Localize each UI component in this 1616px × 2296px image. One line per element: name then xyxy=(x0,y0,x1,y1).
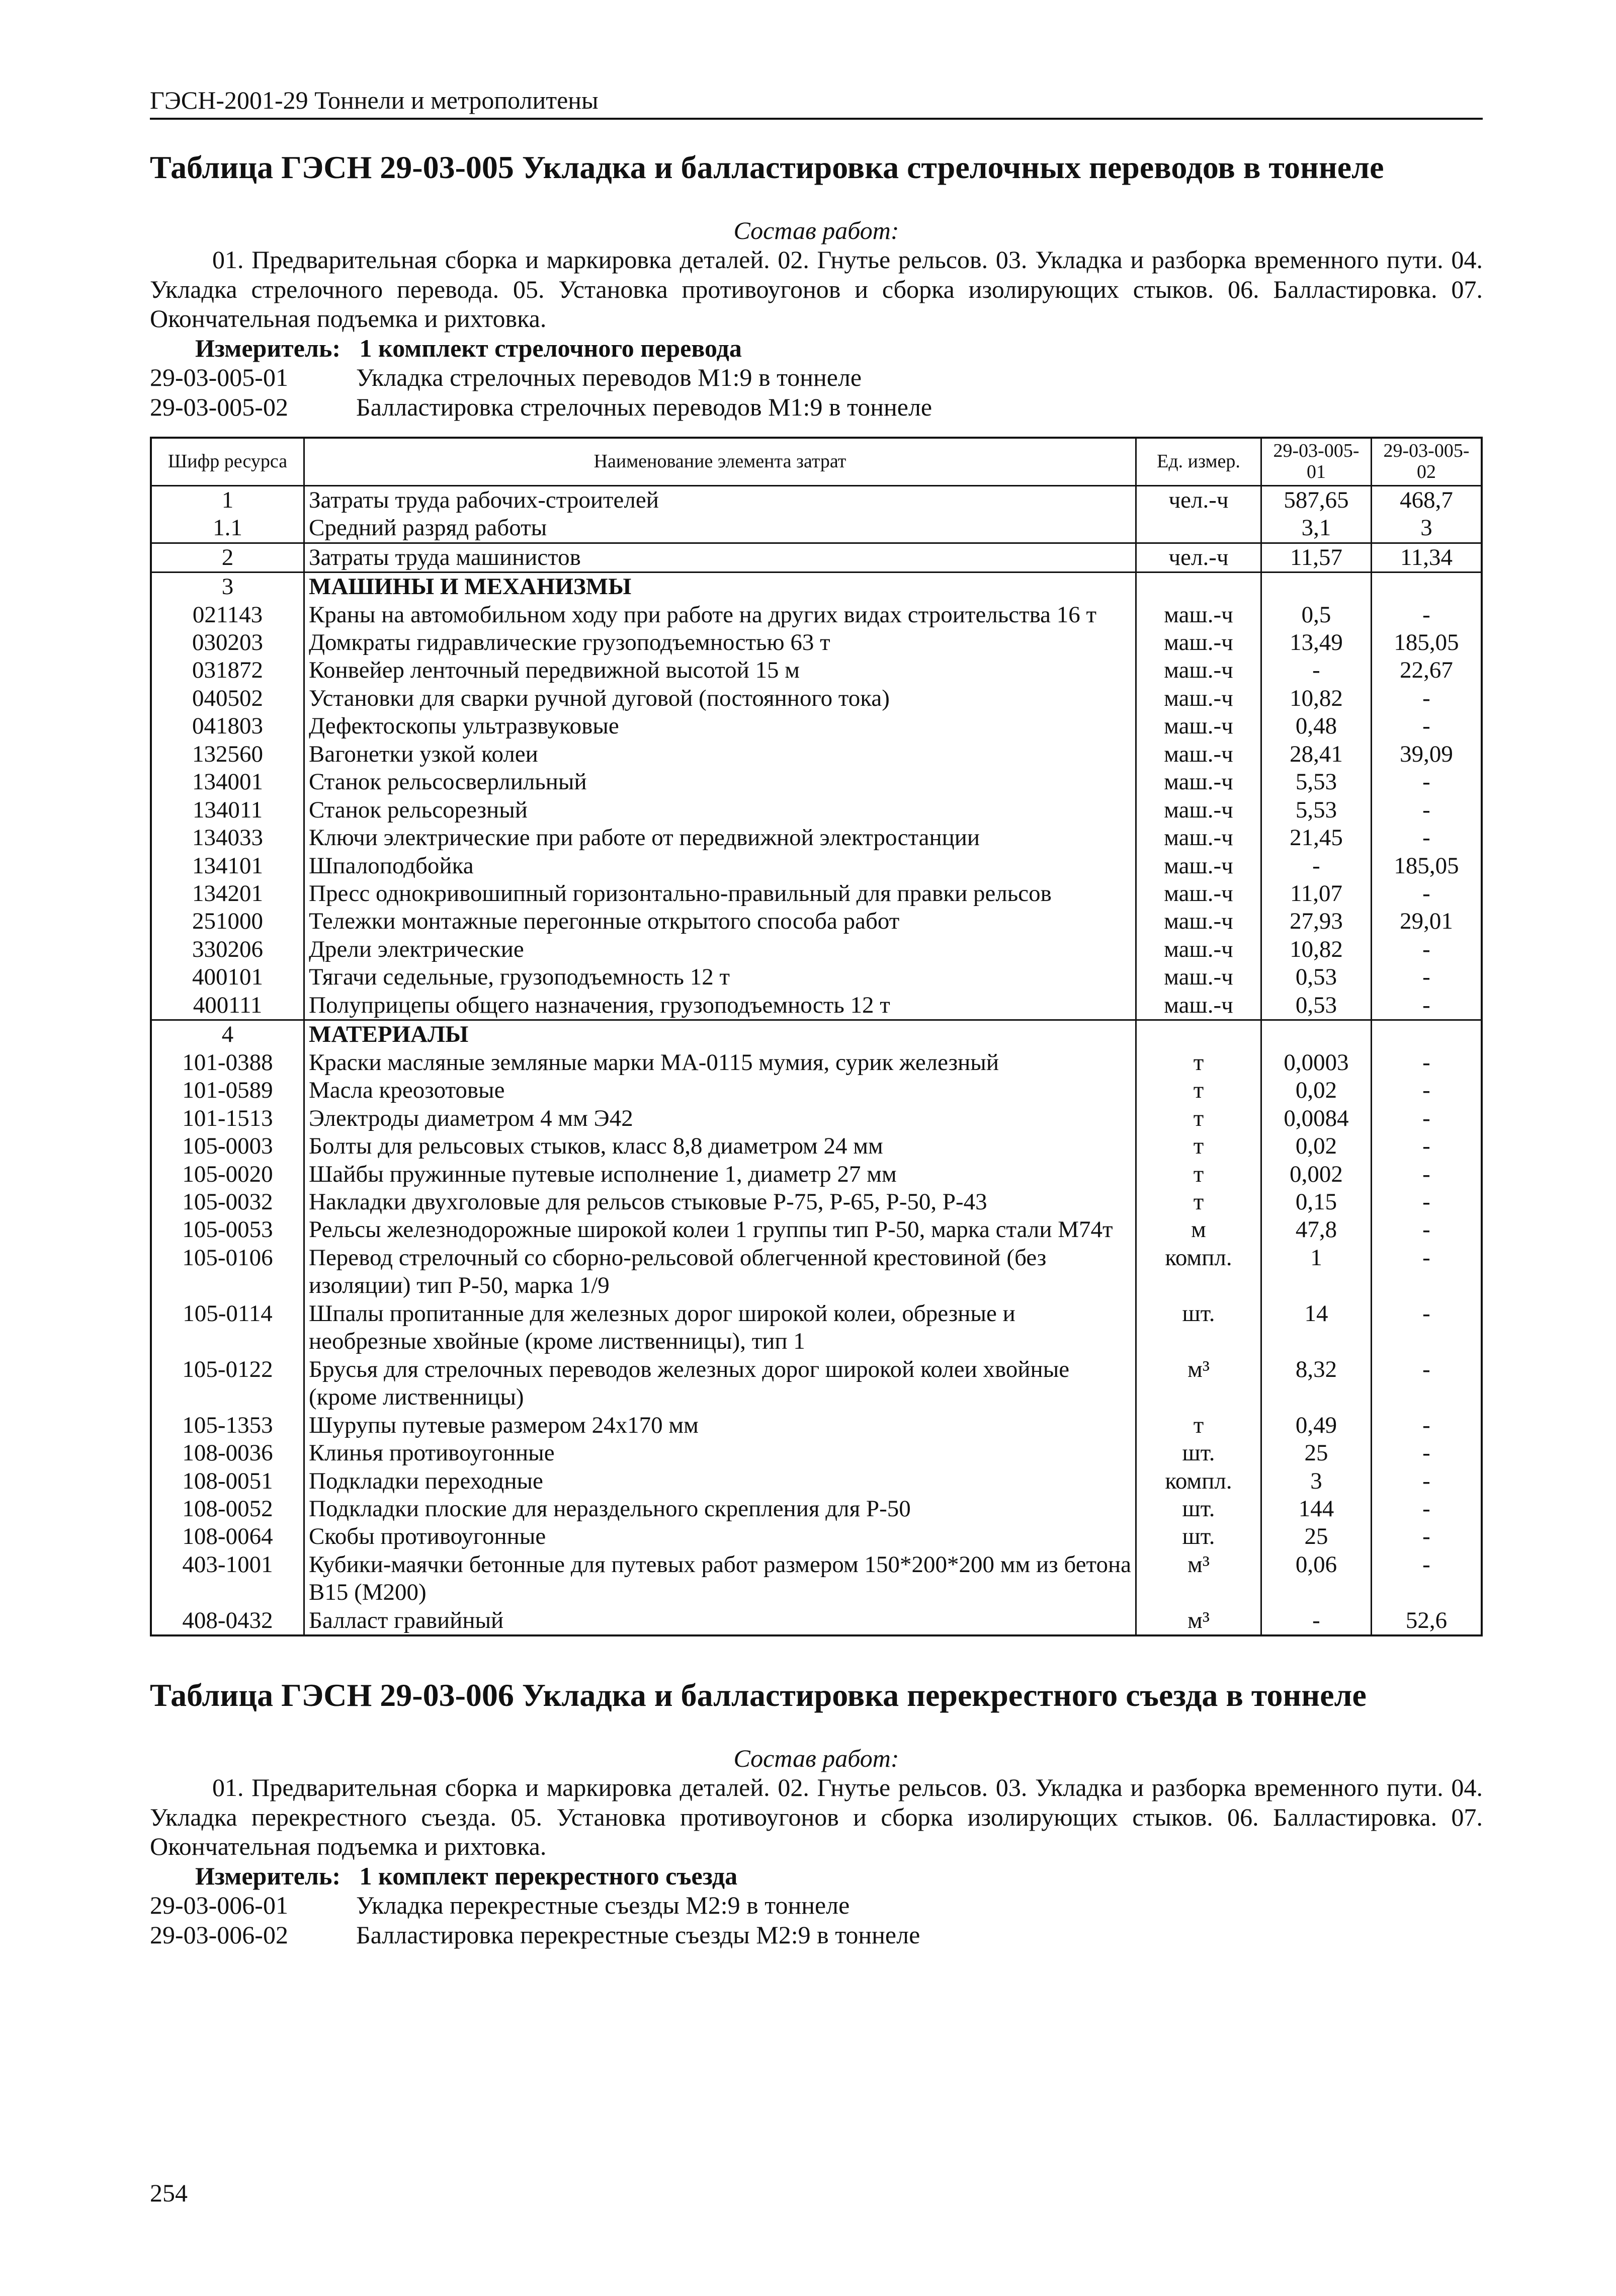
cell-name: Клинья противоугонные xyxy=(304,1439,1136,1467)
cell-v1: 11,07 xyxy=(1261,880,1372,908)
cell-name: Накладки двухголовые для рельсов стыковые Р-75, Р-65, Р-50, Р-43 xyxy=(304,1188,1136,1216)
cell-unit: маш.-ч xyxy=(1136,741,1261,768)
cell-name: Пресс однокривошипный горизонтально-правильный для правки рельсов xyxy=(304,880,1136,908)
cell-v2: - xyxy=(1372,1244,1482,1300)
cell-code: 105-1353 xyxy=(151,1412,304,1439)
cell-v2: - xyxy=(1372,1188,1482,1216)
resource-table xyxy=(150,437,1483,1636)
code-line xyxy=(150,1891,1483,1920)
cell-unit: маш.-ч xyxy=(1136,963,1261,991)
code-line xyxy=(150,1920,1483,1950)
cell-name: Станок рельсорезный xyxy=(304,796,1136,824)
table-header-row xyxy=(151,438,1482,485)
cell-code: 105-0122 xyxy=(151,1356,304,1412)
cell-unit: шт. xyxy=(1136,1300,1261,1356)
table-row xyxy=(151,601,1482,629)
cell-name: Подкладки плоские для нераздельного скрепления для Р-50 xyxy=(304,1495,1136,1523)
cell-v1 xyxy=(1261,572,1372,601)
resource-table-body xyxy=(151,485,1482,1635)
table-row xyxy=(151,514,1482,543)
cell-name: Затраты труда рабочих-строителей xyxy=(304,485,1136,514)
cell-v2: - xyxy=(1372,601,1482,629)
col-unit-header: Ед. измер. xyxy=(1136,438,1261,485)
cell-v2: - xyxy=(1372,1216,1482,1244)
code-text: Укладка перекрестные съезды М2:9 в тоннеле xyxy=(356,1891,850,1920)
cell-unit xyxy=(1136,514,1261,543)
cell-code: 134101 xyxy=(151,852,304,880)
cell-unit: компл. xyxy=(1136,1244,1261,1300)
cell-v1: 14 xyxy=(1261,1300,1372,1356)
code-text: Балластировка перекрестные съезды М2:9 в тоннеле xyxy=(356,1920,920,1949)
section-row xyxy=(151,1020,1482,1049)
cell-v2: - xyxy=(1372,1105,1482,1132)
cell-name: Балласт гравийный xyxy=(304,1607,1136,1635)
cell-v1: 25 xyxy=(1261,1523,1372,1550)
table1-heading: Таблица ГЭСН 29-03-005 Укладка и балластировка стрелочных переводов в тоннеле xyxy=(150,149,1384,185)
code: 29-03-005-02 xyxy=(150,392,288,421)
cell-v1: 0,02 xyxy=(1261,1132,1372,1160)
code-line xyxy=(150,363,1483,392)
cell-code: 134011 xyxy=(151,796,304,824)
cell-name: Скобы противоугонные xyxy=(304,1523,1136,1550)
cell-v2: - xyxy=(1372,1467,1482,1495)
table-row xyxy=(151,1300,1482,1356)
cell-unit: маш.-ч xyxy=(1136,936,1261,963)
cell-v1: 47,8 xyxy=(1261,1216,1372,1244)
table1-izmeritel xyxy=(150,334,1483,363)
cell-unit: т xyxy=(1136,1188,1261,1216)
cell-v1: 5,53 xyxy=(1261,768,1372,796)
cell-code: 1 xyxy=(151,485,304,514)
cell-code: 400111 xyxy=(151,992,304,1020)
cell-v1: 0,06 xyxy=(1261,1551,1372,1607)
cell-unit: м³ xyxy=(1136,1607,1261,1635)
cell-v2: - xyxy=(1372,1551,1482,1607)
table-row xyxy=(151,712,1482,740)
cell-v1: 0,53 xyxy=(1261,963,1372,991)
table-row xyxy=(151,741,1482,768)
cell-v1: 0,02 xyxy=(1261,1077,1372,1104)
code: 29-03-005-01 xyxy=(150,363,288,392)
cell-name: Болты для рельсовых стыков, класс 8,8 диаметром 24 мм xyxy=(304,1132,1136,1160)
cell-v1: 3,1 xyxy=(1261,514,1372,543)
cell-code: 330206 xyxy=(151,936,304,963)
cell-unit: чел.-ч xyxy=(1136,485,1261,514)
cell-code: 134201 xyxy=(151,880,304,908)
cell-name: Краны на автомобильном ходу при работе на других видах строительства 16 т xyxy=(304,601,1136,629)
cell-v2: - xyxy=(1372,1132,1482,1160)
cell-name: Краски масляные земляные марки МА-0115 мумия, сурик железный xyxy=(304,1049,1136,1077)
cell-name: Шпалы пропитанные для железных дорог широкой колеи, обрезные и необрезные хвойные (кроме лиственницы), тип 1 xyxy=(304,1300,1136,1356)
code-line xyxy=(150,392,1483,422)
cell-v2: - xyxy=(1372,1439,1482,1467)
cell-v2: 3 xyxy=(1372,514,1482,543)
cell-v1: 27,93 xyxy=(1261,908,1372,935)
izmeritel-value: 1 комплект стрелочного перевода xyxy=(359,334,742,362)
table-row xyxy=(151,1161,1482,1188)
code: 29-03-006-02 xyxy=(150,1920,288,1949)
cell-v2: - xyxy=(1372,712,1482,740)
cell-name: Конвейер ленточный передвижной высотой 15 м xyxy=(304,657,1136,684)
cell-v2 xyxy=(1372,1020,1482,1049)
cell-unit: маш.-ч xyxy=(1136,880,1261,908)
cell-v2: - xyxy=(1372,824,1482,852)
table-row xyxy=(151,1551,1482,1607)
cell-v1: 25 xyxy=(1261,1439,1372,1467)
table-row xyxy=(151,963,1482,991)
cell-code: 132560 xyxy=(151,741,304,768)
cell-v1: 0,002 xyxy=(1261,1161,1372,1188)
cell-name: Шайбы пружинные путевые исполнение 1, диаметр 27 мм xyxy=(304,1161,1136,1188)
cell-v2: - xyxy=(1372,1049,1482,1077)
cell-code: 108-0064 xyxy=(151,1523,304,1550)
cell-v1: 8,32 xyxy=(1261,1356,1372,1412)
cell-name: Рельсы железнодорожные широкой колеи 1 группы тип Р-50, марка стали М74т xyxy=(304,1216,1136,1244)
cell-unit: шт. xyxy=(1136,1439,1261,1467)
table-row xyxy=(151,1105,1482,1132)
document-page xyxy=(150,86,1483,1949)
cell-name: Затраты труда машинистов xyxy=(304,543,1136,572)
cell-v2: - xyxy=(1372,1077,1482,1104)
cell-v1: 0,0003 xyxy=(1261,1049,1372,1077)
cell-name: Дефектоскопы ультразвуковые xyxy=(304,712,1136,740)
cell-v2: 52,6 xyxy=(1372,1607,1482,1635)
cell-unit: маш.-ч xyxy=(1136,992,1261,1020)
cell-v2: 185,05 xyxy=(1372,629,1482,657)
cell-name: МАТЕРИАЛЫ xyxy=(304,1020,1136,1049)
running-header: ГЭСН-2001-29 Тоннели и метрополитены xyxy=(150,86,1483,120)
izmeritel-label: Измеритель: xyxy=(195,1861,341,1890)
cell-v1: 0,53 xyxy=(1261,992,1372,1020)
cell-code: 108-0051 xyxy=(151,1467,304,1495)
cell-v2: - xyxy=(1372,1495,1482,1523)
cell-name: Дрели электрические xyxy=(304,936,1136,963)
cell-unit: маш.-ч xyxy=(1136,908,1261,935)
cell-v1: 3 xyxy=(1261,1467,1372,1495)
cell-unit: маш.-ч xyxy=(1136,657,1261,684)
table-row xyxy=(151,1495,1482,1523)
cell-name: МАШИНЫ И МЕХАНИЗМЫ xyxy=(304,572,1136,601)
cell-v1 xyxy=(1261,1020,1372,1049)
table-row xyxy=(151,824,1482,852)
table2-sostav-label: Состав работ: xyxy=(733,1744,899,1772)
cell-v1: 5,53 xyxy=(1261,796,1372,824)
table-row xyxy=(151,852,1482,880)
cell-code: 251000 xyxy=(151,908,304,935)
cell-code: 105-0003 xyxy=(151,1132,304,1160)
cell-unit xyxy=(1136,1020,1261,1049)
cell-name: Кубики-маячки бетонные для путевых работ размером 150*200*200 мм из бетона В15 (М200) xyxy=(304,1551,1136,1607)
cell-name: Полуприцепы общего назначения, грузоподъемность 12 т xyxy=(304,992,1136,1020)
cell-code: 101-1513 xyxy=(151,1105,304,1132)
table1-description: 01. Предварительная сборка и маркировка деталей. 02. Гнутье рельсов. 03. Укладка и разборка временного пути. 04. Укладка стрелочного перевода. 05. Установка противоугонов и сборка изолирующих стыков. 06. Балластировка. 07. Окончательная подъемка и рихтовка. xyxy=(150,245,1483,333)
cell-code: 031872 xyxy=(151,657,304,684)
cell-unit: т xyxy=(1136,1161,1261,1188)
cell-v1: 11,57 xyxy=(1261,543,1372,572)
cell-unit: маш.-ч xyxy=(1136,712,1261,740)
cell-unit: чел.-ч xyxy=(1136,543,1261,572)
table1-sostav-label: Состав работ: xyxy=(733,216,899,244)
cell-unit: маш.-ч xyxy=(1136,852,1261,880)
cell-name: Шпалоподбойка xyxy=(304,852,1136,880)
cell-code: 4 xyxy=(151,1020,304,1049)
table-row xyxy=(151,1467,1482,1495)
cell-v1: 28,41 xyxy=(1261,741,1372,768)
table-row xyxy=(151,880,1482,908)
table-row xyxy=(151,485,1482,514)
cell-v2: 185,05 xyxy=(1372,852,1482,880)
table-row xyxy=(151,1077,1482,1104)
cell-unit: компл. xyxy=(1136,1467,1261,1495)
table-row xyxy=(151,908,1482,935)
col-v1-header: 29-03-005-01 xyxy=(1261,438,1372,485)
cell-v2: - xyxy=(1372,880,1482,908)
cell-v2: 39,09 xyxy=(1372,741,1482,768)
table-row xyxy=(151,1607,1482,1635)
cell-unit: м³ xyxy=(1136,1356,1261,1412)
cell-name: Станок рельсосверлильный xyxy=(304,768,1136,796)
cell-code: 041803 xyxy=(151,712,304,740)
cell-name: Тележки монтажные перегонные открытого способа работ xyxy=(304,908,1136,935)
cell-code: 108-0052 xyxy=(151,1495,304,1523)
cell-code: 030203 xyxy=(151,629,304,657)
table-row xyxy=(151,1244,1482,1300)
table-row xyxy=(151,1356,1482,1412)
cell-v1: 144 xyxy=(1261,1495,1372,1523)
cell-v1: 10,82 xyxy=(1261,685,1372,712)
cell-v1: 587,65 xyxy=(1261,485,1372,514)
cell-v2: 11,34 xyxy=(1372,543,1482,572)
cell-code: 105-0106 xyxy=(151,1244,304,1300)
code: 29-03-006-01 xyxy=(150,1891,288,1920)
cell-v1: - xyxy=(1261,1607,1372,1635)
cell-unit: маш.-ч xyxy=(1136,685,1261,712)
cell-code: 408-0432 xyxy=(151,1607,304,1635)
cell-unit: м³ xyxy=(1136,1551,1261,1607)
cell-name: Электроды диаметром 4 мм Э42 xyxy=(304,1105,1136,1132)
cell-unit: маш.-ч xyxy=(1136,601,1261,629)
cell-v2: - xyxy=(1372,768,1482,796)
table-row xyxy=(151,1188,1482,1216)
cell-unit: т xyxy=(1136,1105,1261,1132)
cell-code: 400101 xyxy=(151,963,304,991)
col-code-header: Шифр ресурса xyxy=(151,438,304,485)
cell-v1: - xyxy=(1261,657,1372,684)
cell-v2: - xyxy=(1372,1523,1482,1550)
cell-code: 403-1001 xyxy=(151,1551,304,1607)
cell-unit: маш.-ч xyxy=(1136,629,1261,657)
col-name-header: Наименование элемента затрат xyxy=(304,438,1136,485)
cell-v2: 468,7 xyxy=(1372,485,1482,514)
cell-name: Брусья для стрелочных переводов железных дорог широкой колеи хвойные (кроме лиственницы) xyxy=(304,1356,1136,1412)
cell-name: Тягачи седельные, грузоподъемность 12 т xyxy=(304,963,1136,991)
cell-v2: 29,01 xyxy=(1372,908,1482,935)
cell-v2 xyxy=(1372,572,1482,601)
table-row xyxy=(151,796,1482,824)
cell-name: Вагонетки узкой колеи xyxy=(304,741,1136,768)
table-row xyxy=(151,629,1482,657)
table-row xyxy=(151,1523,1482,1550)
table-row xyxy=(151,768,1482,796)
table2-heading: Таблица ГЭСН 29-03-006 Укладка и балластировка перекрестного съезда в тоннеле xyxy=(150,1677,1367,1713)
col-v2-header: 29-03-005-02 xyxy=(1372,438,1482,485)
cell-name: Средний разряд работы xyxy=(304,514,1136,543)
cell-v1: 0,5 xyxy=(1261,601,1372,629)
cell-unit: т xyxy=(1136,1412,1261,1439)
table2-izmeritel xyxy=(150,1861,1483,1891)
cell-code: 101-0388 xyxy=(151,1049,304,1077)
cell-code: 105-0032 xyxy=(151,1188,304,1216)
cell-v1: 0,49 xyxy=(1261,1412,1372,1439)
cell-name: Подкладки переходные xyxy=(304,1467,1136,1495)
cell-code: 2 xyxy=(151,543,304,572)
cell-code: 134001 xyxy=(151,768,304,796)
cell-v2: - xyxy=(1372,936,1482,963)
cell-code: 134033 xyxy=(151,824,304,852)
cell-unit: маш.-ч xyxy=(1136,796,1261,824)
cell-v2: - xyxy=(1372,1412,1482,1439)
cell-unit: шт. xyxy=(1136,1495,1261,1523)
cell-v1: 1 xyxy=(1261,1244,1372,1300)
cell-v2: - xyxy=(1372,963,1482,991)
cell-v2: 22,67 xyxy=(1372,657,1482,684)
cell-unit: т xyxy=(1136,1077,1261,1104)
table-row xyxy=(151,685,1482,712)
cell-v1: 0,15 xyxy=(1261,1188,1372,1216)
section-row xyxy=(151,572,1482,601)
cell-unit: шт. xyxy=(1136,1523,1261,1550)
code-text: Укладка стрелочных переводов М1:9 в тоннеле xyxy=(356,363,862,392)
cell-code: 105-0020 xyxy=(151,1161,304,1188)
page-number: 254 xyxy=(150,2179,188,2207)
cell-code: 3 xyxy=(151,572,304,601)
cell-v1: - xyxy=(1261,852,1372,880)
table-row xyxy=(151,1132,1482,1160)
cell-v2: - xyxy=(1372,1356,1482,1412)
cell-code: 040502 xyxy=(151,685,304,712)
izmeritel-value: 1 комплект перекрестного съезда xyxy=(359,1861,738,1890)
cell-code: 021143 xyxy=(151,601,304,629)
cell-v1: 10,82 xyxy=(1261,936,1372,963)
cell-v2: - xyxy=(1372,796,1482,824)
izmeritel-label: Измеритель: xyxy=(195,334,341,362)
cell-code: 105-0053 xyxy=(151,1216,304,1244)
cell-v1: 0,48 xyxy=(1261,712,1372,740)
table-row xyxy=(151,1412,1482,1439)
cell-name: Домкраты гидравлические грузоподъемностью 63 т xyxy=(304,629,1136,657)
cell-unit: м xyxy=(1136,1216,1261,1244)
cell-name: Ключи электрические при работе от передвижной электростанции xyxy=(304,824,1136,852)
cell-code: 1.1 xyxy=(151,514,304,543)
cell-name: Шурупы путевые размером 24х170 мм xyxy=(304,1412,1136,1439)
cell-code: 101-0589 xyxy=(151,1077,304,1104)
cell-v1: 13,49 xyxy=(1261,629,1372,657)
cell-v1: 0,0084 xyxy=(1261,1105,1372,1132)
table-row xyxy=(151,1049,1482,1077)
cell-name: Перевод стрелочный со сборно-рельсовой облегченной крестовиной (без изоляции) тип Р-50, марка 1/9 xyxy=(304,1244,1136,1300)
cell-v1: 21,45 xyxy=(1261,824,1372,852)
cell-name: Установки для сварки ручной дуговой (постоянного тока) xyxy=(304,685,1136,712)
code-text: Балластировка стрелочных переводов М1:9 в тоннеле xyxy=(356,392,932,421)
table2-section xyxy=(150,1677,1483,1949)
table2-description: 01. Предварительная сборка и маркировка деталей. 02. Гнутье рельсов. 03. Укладка и разборка временного пути. 04. Укладка перекрестного съезда. 05. Установка противоугонов и сборка изолирующих стыков. 06. Балластировка. 07. Окончательная подъемка и рихтовка. xyxy=(150,1773,1483,1861)
table-row xyxy=(151,1439,1482,1467)
cell-unit: маш.-ч xyxy=(1136,768,1261,796)
cell-unit: т xyxy=(1136,1049,1261,1077)
table-row xyxy=(151,1216,1482,1244)
table-row xyxy=(151,543,1482,572)
cell-v2: - xyxy=(1372,992,1482,1020)
cell-v2: - xyxy=(1372,685,1482,712)
cell-code: 108-0036 xyxy=(151,1439,304,1467)
cell-code: 105-0114 xyxy=(151,1300,304,1356)
cell-v2: - xyxy=(1372,1161,1482,1188)
table-row xyxy=(151,936,1482,963)
cell-name: Масла креозотовые xyxy=(304,1077,1136,1104)
cell-unit: т xyxy=(1136,1132,1261,1160)
cell-v2: - xyxy=(1372,1300,1482,1356)
table-row xyxy=(151,657,1482,684)
cell-unit: маш.-ч xyxy=(1136,824,1261,852)
table-row xyxy=(151,992,1482,1020)
cell-unit xyxy=(1136,572,1261,601)
